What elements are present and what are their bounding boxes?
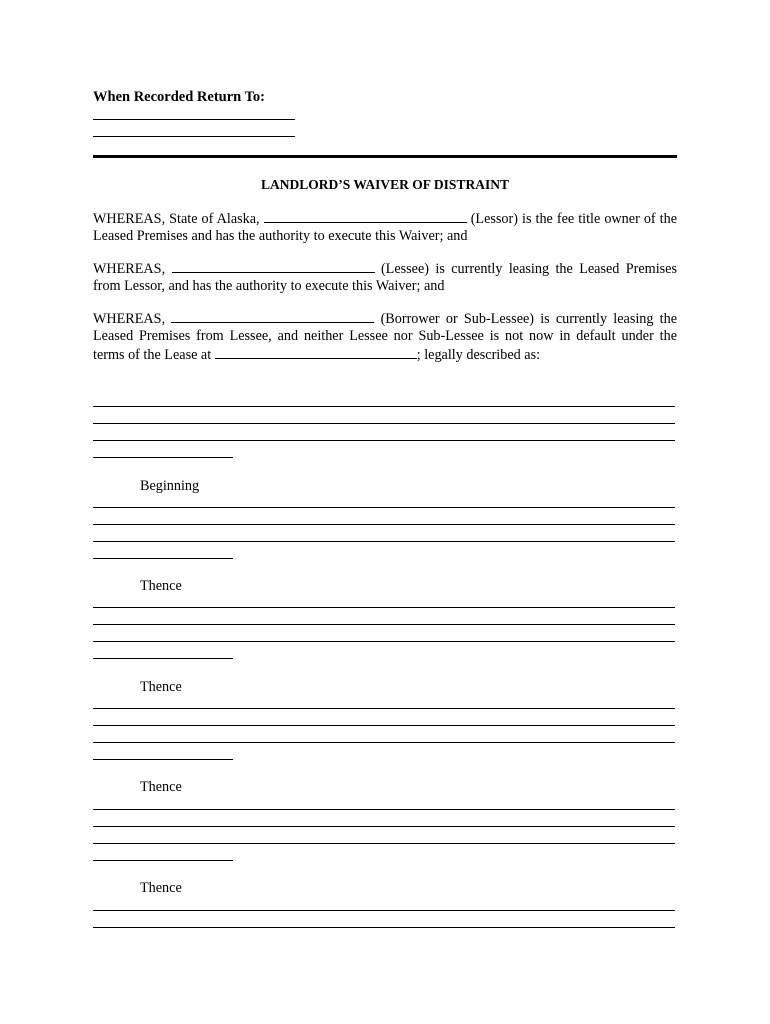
legal-description-line[interactable]: [93, 440, 675, 441]
lessee-paragraph-lead: WHEREAS,: [93, 261, 166, 277]
section-line[interactable]: [93, 809, 675, 810]
section-line[interactable]: [93, 742, 675, 743]
lessor-paragraph: [93, 209, 677, 245]
lessor-paragraph-lead: WHEREAS, State of Alaska,: [93, 211, 260, 227]
borrower-paragraph-lead: WHEREAS,: [93, 311, 166, 327]
borrower-name-blank[interactable]: [171, 309, 374, 323]
header-divider: [93, 155, 677, 158]
section-line[interactable]: [93, 524, 675, 525]
legal-description-line[interactable]: [93, 423, 675, 424]
section-label-thence: Thence: [140, 880, 182, 896]
section-label-beginning: Beginning: [140, 478, 200, 494]
borrower-paragraph: [93, 309, 677, 364]
section-line[interactable]: [93, 507, 675, 508]
section-label-thence: Thence: [140, 679, 182, 695]
section-line-short[interactable]: [93, 759, 233, 760]
section-line-short[interactable]: [93, 860, 233, 861]
return-address-line-2[interactable]: [93, 136, 295, 137]
lessee-paragraph: [93, 259, 677, 295]
section-line[interactable]: [93, 607, 675, 608]
section-line[interactable]: [93, 826, 675, 827]
lessor-paragraph-rest: (Lessor) is the fee title owner of the Leased Premises and has the authority to execute this Waiver; and: [93, 211, 678, 244]
lease-address-blank[interactable]: [215, 345, 417, 359]
return-address-line-1[interactable]: [93, 119, 295, 120]
section-line[interactable]: [93, 641, 675, 642]
legal-description-line-short[interactable]: [93, 457, 233, 458]
lessee-name-blank[interactable]: [172, 259, 375, 273]
borrower-paragraph-middle: (Borrower or Sub-Lessee) is currently leasing the Leased Premises from Lessee, and neither Lessee nor Sub-Lessee is not now in default under the terms of the Lease at: [93, 311, 678, 363]
recorded-return-label: When Recorded Return To:: [93, 89, 265, 105]
section-label-thence: Thence: [140, 779, 182, 795]
section-line[interactable]: [93, 910, 675, 911]
section-line[interactable]: [93, 927, 675, 928]
section-line[interactable]: [93, 843, 675, 844]
legal-description-line[interactable]: [93, 406, 675, 407]
section-label-thence: Thence: [140, 578, 182, 594]
section-line-short[interactable]: [93, 558, 233, 559]
section-line-short[interactable]: [93, 658, 233, 659]
section-line[interactable]: [93, 541, 675, 542]
lessor-name-blank[interactable]: [264, 209, 467, 223]
lessee-paragraph-rest: (Lessee) is currently leasing the Leased Premises from Lessor, and has the authority to execute this Waiver; and: [93, 261, 678, 294]
section-line[interactable]: [93, 708, 675, 709]
document-title: LANDLORD’S WAIVER OF DISTRAINT: [261, 177, 509, 192]
section-line[interactable]: [93, 624, 675, 625]
section-line[interactable]: [93, 725, 675, 726]
borrower-paragraph-end: ; legally described as:: [416, 347, 541, 363]
